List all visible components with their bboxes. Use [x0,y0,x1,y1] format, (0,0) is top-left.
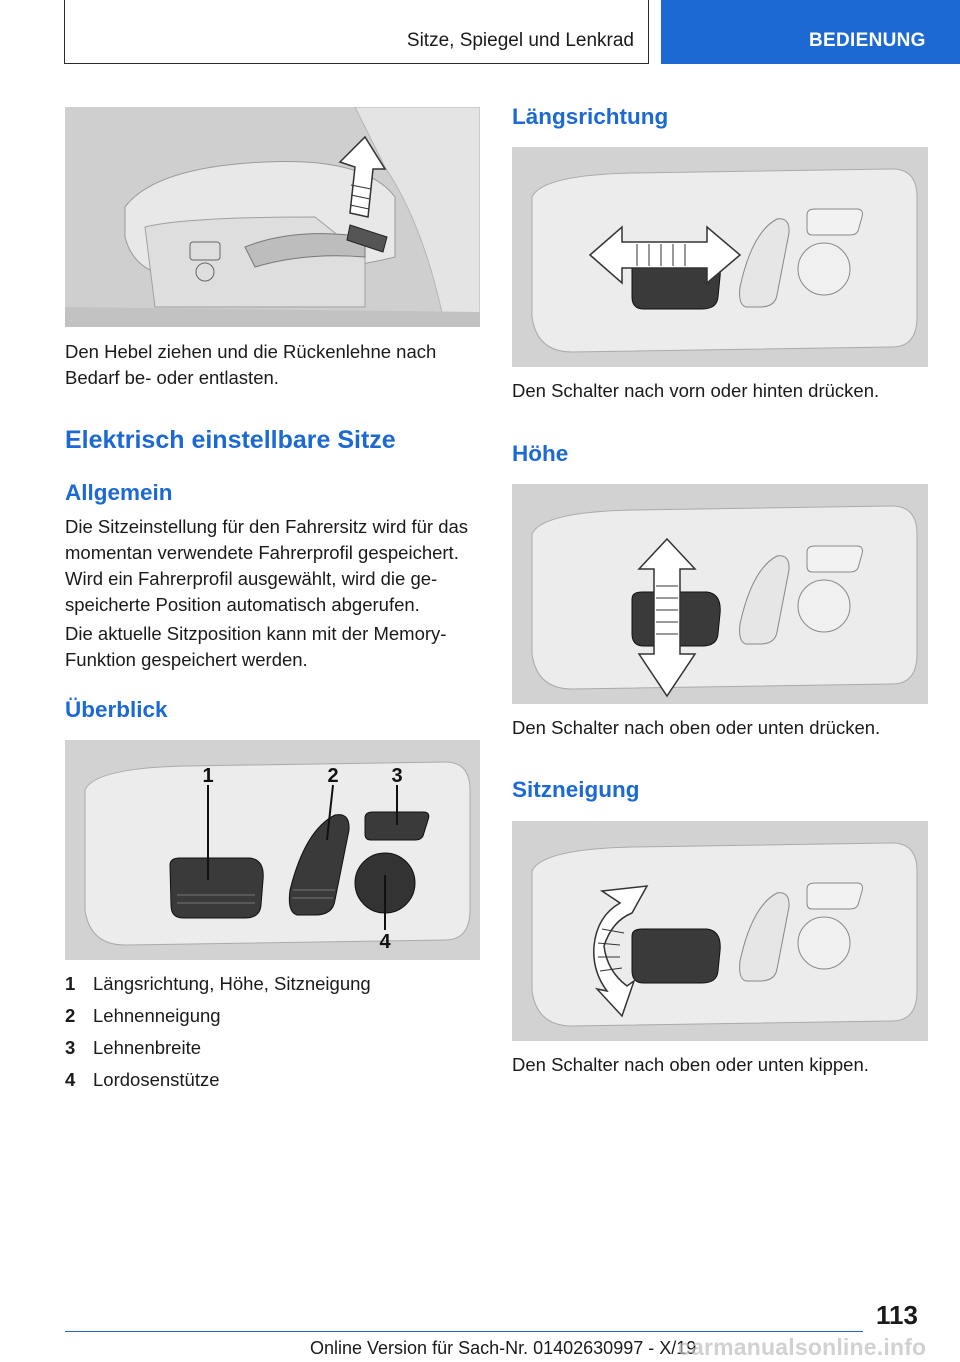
list-item [65,970,480,1002]
heading-hoehe: Höhe [512,441,569,466]
paragraph-line: Funktion gespeichert werden. [65,649,308,670]
figure-longitudinal [512,147,928,367]
page-number: 113 [876,1300,918,1330]
paragraph-line: Die aktuelle Sitzposition kann mit der Memory- [65,623,447,644]
caption-longitudinal: Den Schalter nach vorn oder hinten drücken. [512,380,880,401]
list-item-text: Lehnenbreite [93,1037,202,1058]
paragraph-line: momentan verwendete Fahrerprofil gespeichert. [65,542,459,563]
list-item [65,1034,480,1066]
overview-legend-list [65,970,480,1098]
figure-seat-switch-overview [65,740,480,960]
callout-label-3: 3 [391,765,403,787]
footer-divider [65,1331,863,1332]
watermark: carmanualsonline.info [678,1334,927,1360]
chapter-tab[interactable] [661,0,960,64]
caption-height: Den Schalter nach oben oder unten drücken. [512,717,881,738]
heading-sitzneigung: Sitzneigung [512,777,640,802]
list-item-text: Längsrichtung, Höhe, Sitzneigung [93,973,371,994]
list-item-text: Lehnenneigung [93,1005,221,1026]
caption-seat-tilt: Den Schalter nach oben oder unten kippen. [512,1054,869,1075]
figure-seat-tilt [512,821,928,1041]
header-section-box [64,0,649,64]
seat-tilt-illustration [512,821,928,1041]
height-illustration [512,484,928,704]
list-item-number: 3 [65,1037,76,1058]
callout-label-1: 1 [202,765,214,787]
callout-label-4: 4 [379,931,391,953]
backrest-lever-illustration [65,107,480,327]
caption-line: Bedarf be- oder entlasten. [65,367,279,388]
paragraph-line: Wird ein Fahrerprofil ausgewählt, wird die ge- [65,568,438,589]
paragraph-memory [65,621,485,673]
list-item-number: 2 [65,1005,76,1026]
paragraph-line: speicherte Position automatisch abgerufen. [65,594,420,615]
seat-switch-overview-illustration [65,740,480,960]
list-item-text: Lordosenstütze [93,1069,220,1090]
list-item [65,1066,480,1098]
list-item-number: 1 [65,973,76,994]
paragraph-line: Die Sitzeinstellung für den Fahrersitz wird für das [65,516,469,537]
list-item-number: 4 [65,1069,76,1090]
callout-label-2: 2 [327,765,339,787]
heading-allgemein: Allgemein [65,480,173,505]
caption-line: Den Hebel ziehen und die Rückenlehne nach [65,341,437,362]
heading-ueberblick: Überblick [65,697,168,722]
footer-online-version: Online Version für Sach-Nr. 01402630997 - X/19 [310,1338,697,1358]
figure-backrest-lever [65,107,480,327]
figure-height [512,484,928,704]
section-title: Sitze, Spiegel und Lenkrad [406,30,634,51]
heading-laengsrichtung: Längsrichtung [512,104,669,129]
longitudinal-illustration [512,147,928,367]
paragraph-profile [65,514,485,618]
chapter-tab-label: BEDIENUNG [809,30,926,51]
heading-electric-seats: Elektrisch einstellbare Sitze [65,426,396,454]
caption-backrest-lever [65,339,436,391]
list-item [65,1002,480,1034]
